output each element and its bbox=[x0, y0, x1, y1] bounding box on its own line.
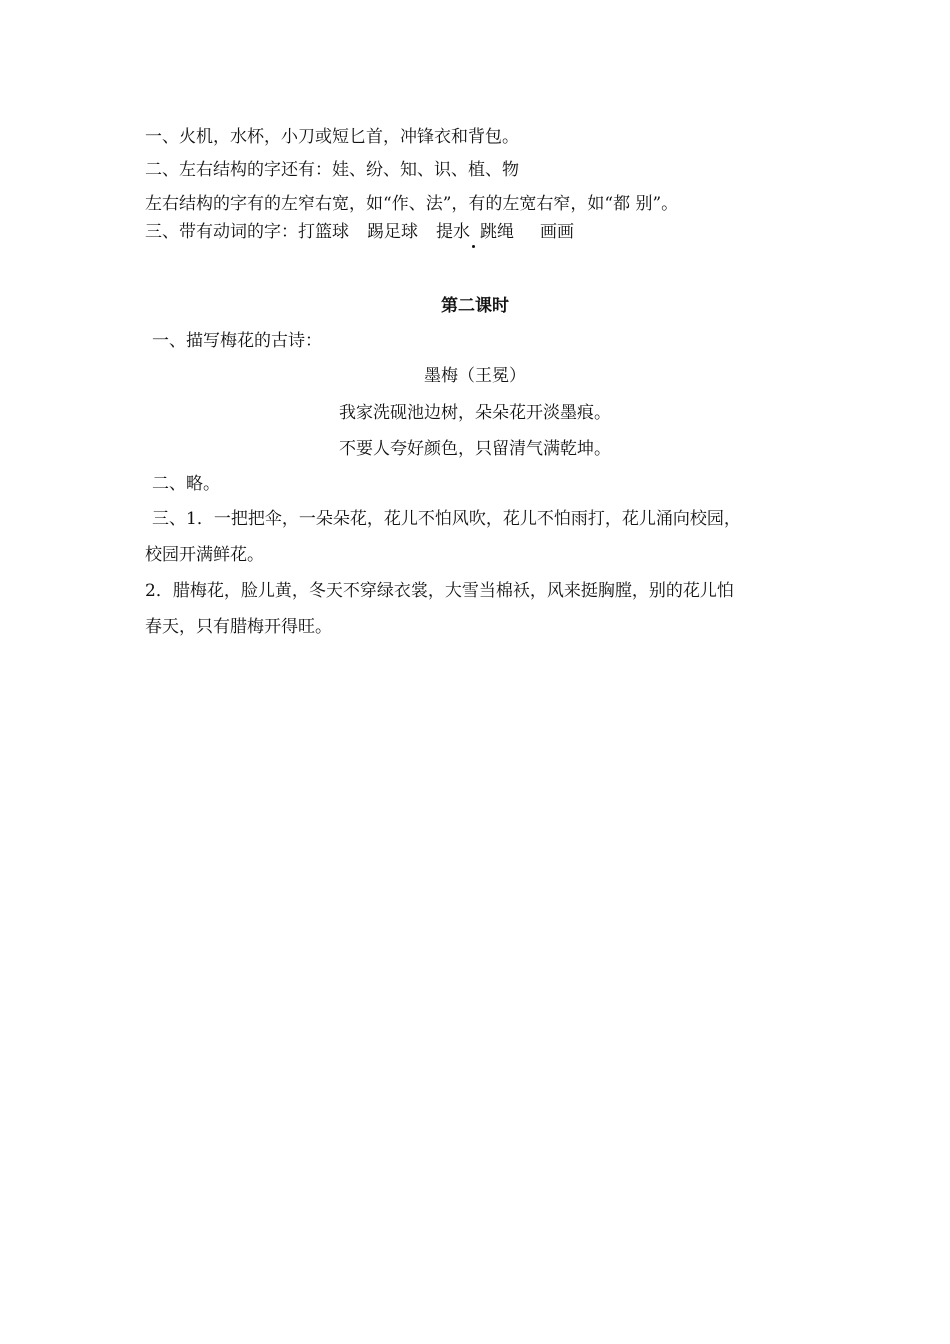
question-3-2-line-2: 春天，只有腊梅开得旺。 bbox=[145, 617, 332, 637]
poem-title: 墨梅（王冕） bbox=[424, 366, 526, 386]
answer-line-4 bbox=[145, 220, 574, 244]
poem-line-1: 我家洗砚池边树，朵朵花开淡墨痕。 bbox=[339, 403, 611, 423]
verb-prefix: 三、带有动词的字： bbox=[145, 222, 298, 242]
verb-item-2: 踢足球 bbox=[367, 222, 418, 242]
verb-item-4: 跳绳 bbox=[480, 222, 514, 242]
section-heading: 第二课时 bbox=[441, 296, 509, 316]
answer-line-1: 一、火机，水杯，小刀或短匕首，冲锋衣和背包。 bbox=[145, 127, 519, 147]
question-3-2-line-1: 2．腊梅花，脸儿黄，冬天不穿绿衣裳，大雪当棉袄，风来挺胸膛，别的花儿怕 bbox=[145, 581, 734, 601]
verb-item-5: 画画 bbox=[540, 222, 574, 242]
question-3-line-1: 三、1．一把把伞，一朵朵花，花儿不怕风吹，花儿不怕雨打，花儿涌向校园， bbox=[152, 509, 741, 529]
question-1: 一、描写梅花的古诗： bbox=[152, 331, 322, 351]
question-3-line-2: 校园开满鲜花。 bbox=[145, 545, 264, 565]
answer-line-2: 二、左右结构的字还有：娃、纷、知、识、植、物 bbox=[145, 160, 519, 180]
verb-item-1: 打篮球 bbox=[298, 222, 349, 242]
verb-item-3: 提水 bbox=[436, 222, 470, 242]
question-2: 二、略。 bbox=[152, 474, 220, 494]
answer-line-3: 左右结构的字有的左窄右宽，如“作、法”，有的左宽右窄，如“都 别”。 bbox=[145, 194, 679, 214]
poem-line-2: 不要人夸好颜色，只留清气满乾坤。 bbox=[339, 439, 611, 459]
